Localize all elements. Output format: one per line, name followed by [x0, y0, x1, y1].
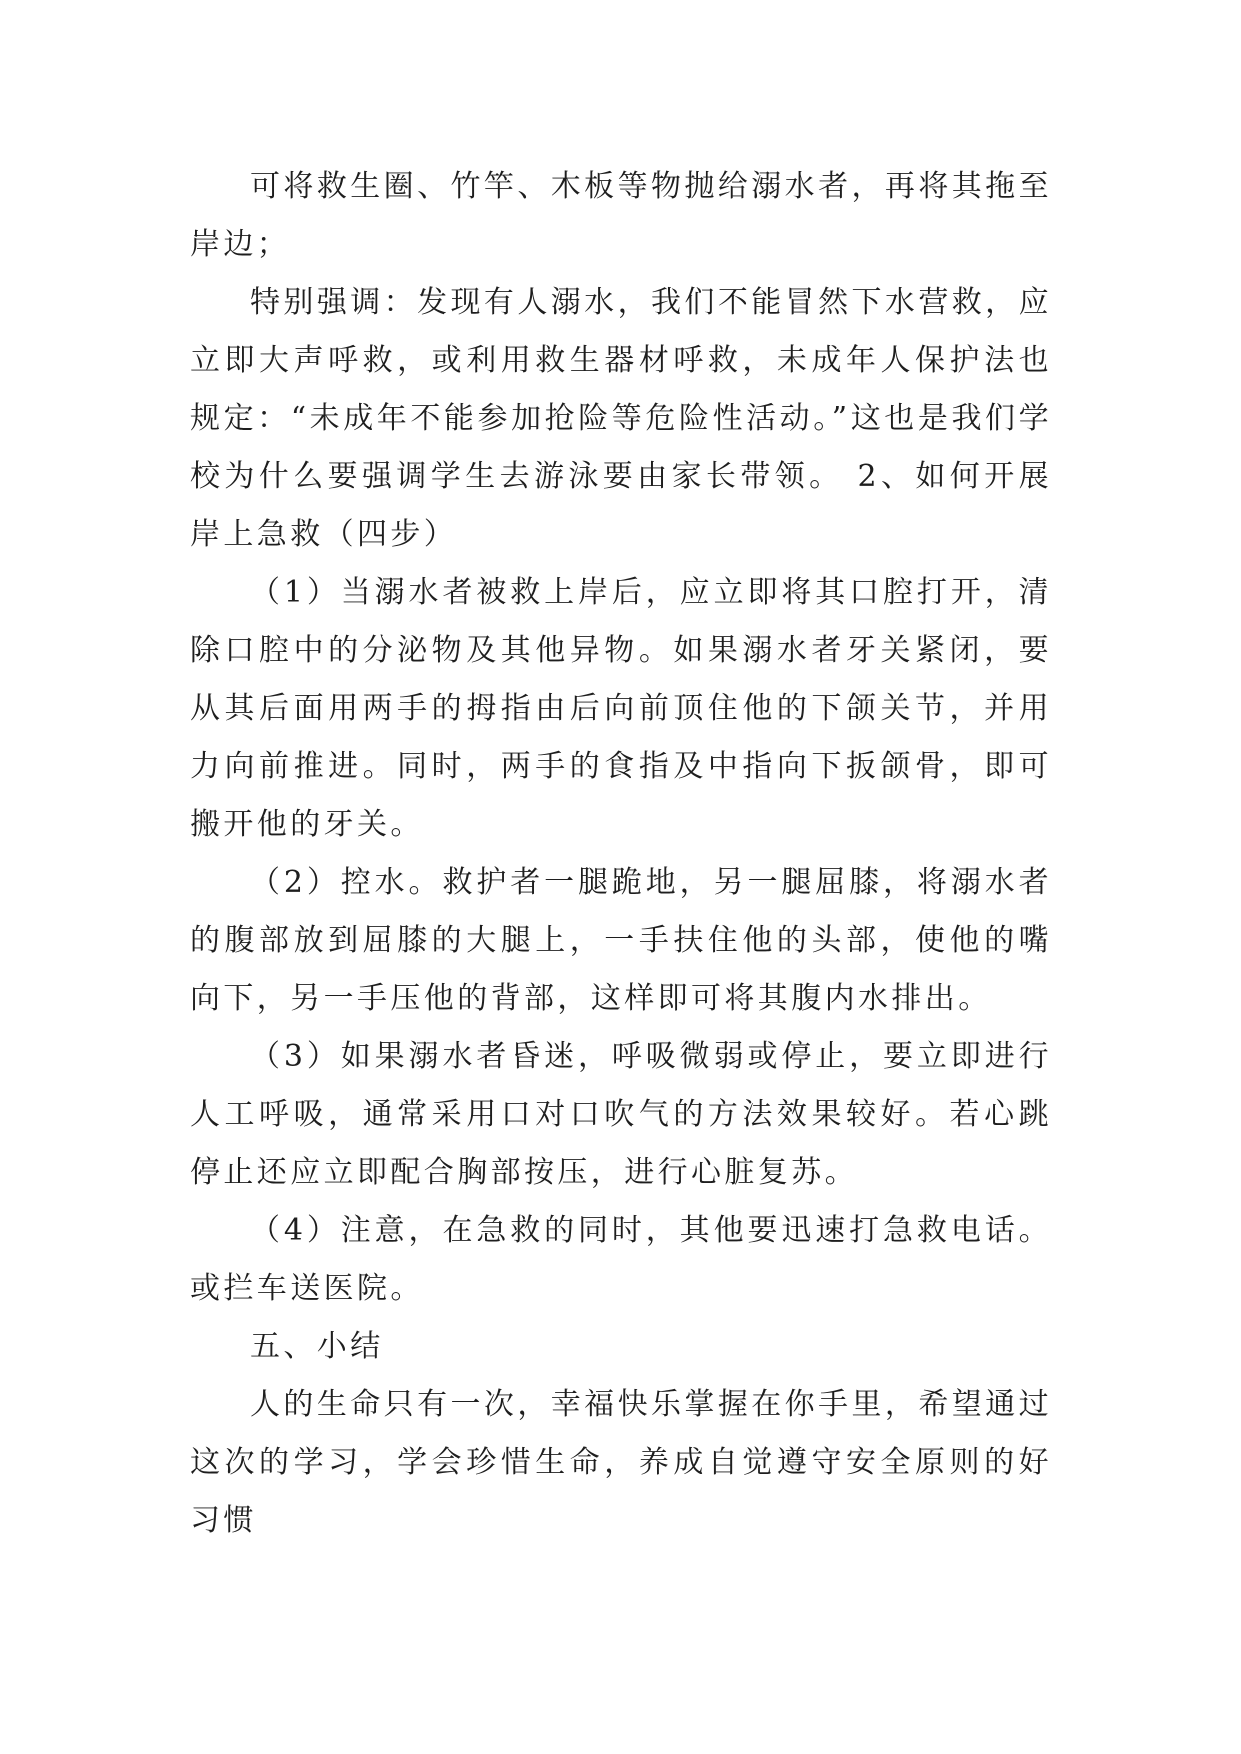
paragraph-step-2: （2）控水。救护者一腿跪地，另一腿屈膝，将溺水者的腹部放到屈膝的大腿上，一手扶住他的头部，使他的嘴向下，另一手压他的背部，这样即可将其腹内水排出。 — [190, 865, 1052, 1016]
paragraph-step-1: （1）当溺水者被救上岸后，应立即将其口腔打开，清除口腔中的分泌物及其他异物。如果溺水者牙关紧闭，要从其后面用两手的拇指由后向前顶住他的下颌关节，并用力向前推进。同时，两手的食指及中指向下扳颌骨，即可搬开他的牙关。 — [190, 575, 1052, 842]
paragraph-step-3: （3）如果溺水者昏迷，呼吸微弱或停止，要立即进行人工呼吸，通常采用口对口吹气的方法效果较好。若心跳停止还应立即配合胸部按压，进行心脏复苏。 — [190, 1039, 1052, 1190]
document-body — [190, 158, 1052, 1550]
paragraph-special-emphasis: 特别强调：发现有人溺水，我们不能冒然下水营救，应立即大声呼救，或利用救生器材呼救，未成年人保护法也规定：“未成年不能参加抢险等危险性活动。”这也是我们学校为什么要强调学生去游泳要由家长带领。 2、如何开展岸上急救（四步） — [190, 285, 1052, 552]
section-heading-summary: 五、小结 — [250, 1329, 384, 1364]
paragraph-summary: 人的生命只有一次，幸福快乐掌握在你手里，希望通过这次的学习，学会珍惜生命，养成自觉遵守安全原则的好习惯 — [190, 1387, 1052, 1538]
paragraph-step-4: （4）注意，在急救的同时，其他要迅速打急救电话。或拦车送医院。 — [190, 1213, 1052, 1306]
paragraph-rescue-tools: 可将救生圈、竹竿、木板等物抛给溺水者，再将其拖至岸边； — [190, 169, 1052, 262]
